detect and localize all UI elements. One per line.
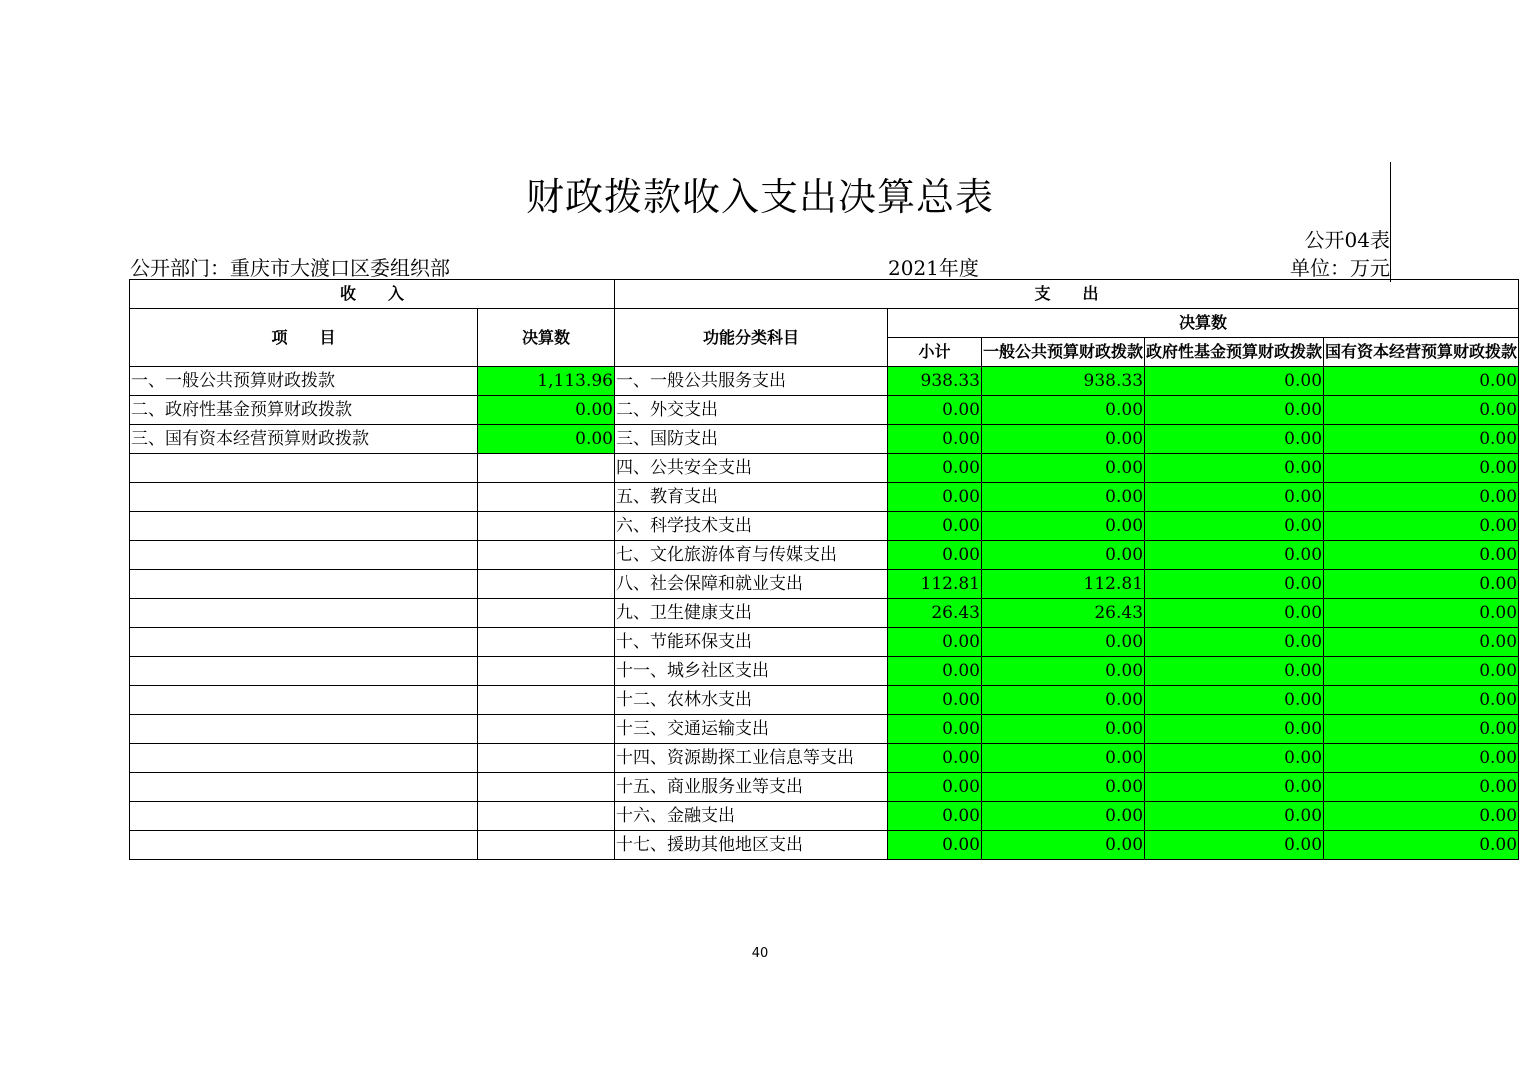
expense-header: 支 出 — [615, 280, 1519, 309]
expense-subtotal: 26.43 — [888, 599, 982, 628]
expense-gov-fund: 0.00 — [1145, 744, 1324, 773]
form-number: 公开04表 — [1304, 228, 1390, 252]
expense-general-budget: 0.00 — [982, 802, 1145, 831]
expense-gov-fund: 0.00 — [1145, 512, 1324, 541]
expense-subtotal: 0.00 — [888, 541, 982, 570]
expense-gov-fund: 0.00 — [1145, 425, 1324, 454]
income-item-label — [130, 657, 478, 686]
expense-subtotal: 0.00 — [888, 425, 982, 454]
income-header: 收 入 — [130, 280, 615, 309]
expense-state-capital: 0.00 — [1324, 657, 1519, 686]
expense-state-capital: 0.00 — [1324, 744, 1519, 773]
expense-subtotal: 0.00 — [888, 657, 982, 686]
table-row — [130, 599, 1519, 628]
table-row — [130, 396, 1519, 425]
income-item-label — [130, 454, 478, 483]
expense-general-budget: 26.43 — [982, 599, 1145, 628]
expense-amount-header: 决算数 — [888, 309, 1519, 338]
expense-subject-label: 九、卫生健康支出 — [615, 599, 888, 628]
expense-gov-fund: 0.00 — [1145, 599, 1324, 628]
general-budget-header: 一般公共预算财政拨款 — [982, 338, 1145, 367]
table-row — [130, 512, 1519, 541]
gov-fund-header: 政府性基金预算财政拨款 — [1145, 338, 1324, 367]
expense-state-capital: 0.00 — [1324, 628, 1519, 657]
table-row — [130, 628, 1519, 657]
income-amount — [478, 744, 615, 773]
expense-gov-fund: 0.00 — [1145, 396, 1324, 425]
expense-gov-fund: 0.00 — [1145, 831, 1324, 860]
income-item-label — [130, 686, 478, 715]
income-item-label — [130, 744, 478, 773]
table-row — [130, 425, 1519, 454]
table-row — [130, 686, 1519, 715]
expense-gov-fund: 0.00 — [1145, 541, 1324, 570]
expense-general-budget: 112.81 — [982, 570, 1145, 599]
expense-general-budget: 0.00 — [982, 628, 1145, 657]
expense-subtotal: 0.00 — [888, 454, 982, 483]
expense-state-capital: 0.00 — [1324, 773, 1519, 802]
expense-subtotal: 0.00 — [888, 512, 982, 541]
expense-general-budget: 0.00 — [982, 715, 1145, 744]
expense-state-capital: 0.00 — [1324, 454, 1519, 483]
income-amount-header: 决算数 — [478, 309, 615, 367]
income-amount — [478, 773, 615, 802]
expense-general-budget: 0.00 — [982, 657, 1145, 686]
expense-general-budget: 938.33 — [982, 367, 1145, 396]
expense-state-capital: 0.00 — [1324, 802, 1519, 831]
expense-general-budget: 0.00 — [982, 425, 1145, 454]
expense-gov-fund: 0.00 — [1145, 657, 1324, 686]
expense-gov-fund: 0.00 — [1145, 715, 1324, 744]
expense-subject-label: 十三、交通运输支出 — [615, 715, 888, 744]
income-amount: 0.00 — [478, 425, 615, 454]
income-item-label — [130, 628, 478, 657]
income-item-label: 二、政府性基金预算财政拨款 — [130, 396, 478, 425]
expense-subtotal: 0.00 — [888, 396, 982, 425]
table-row — [130, 744, 1519, 773]
expense-subtotal: 0.00 — [888, 715, 982, 744]
income-item-label — [130, 773, 478, 802]
expense-general-budget: 0.00 — [982, 541, 1145, 570]
expense-state-capital: 0.00 — [1324, 396, 1519, 425]
income-item-label — [130, 831, 478, 860]
expense-subtotal: 0.00 — [888, 773, 982, 802]
expense-gov-fund: 0.00 — [1145, 367, 1324, 396]
income-amount: 1,113.96 — [478, 367, 615, 396]
table-row — [130, 541, 1519, 570]
expense-state-capital: 0.00 — [1324, 831, 1519, 860]
income-amount — [478, 454, 615, 483]
expense-subtotal: 0.00 — [888, 831, 982, 860]
expense-subtotal: 0.00 — [888, 744, 982, 773]
income-item-label — [130, 541, 478, 570]
item-header: 项 目 — [130, 309, 478, 367]
income-amount — [478, 628, 615, 657]
income-amount — [478, 715, 615, 744]
state-capital-header: 国有资本经营预算财政拨款 — [1324, 338, 1519, 367]
expense-general-budget: 0.00 — [982, 512, 1145, 541]
income-amount — [478, 599, 615, 628]
income-amount — [478, 570, 615, 599]
expense-subject-label: 十四、资源勘探工业信息等支出 — [615, 744, 888, 773]
table-row — [130, 454, 1519, 483]
table-row — [130, 773, 1519, 802]
department-label: 公开部门：重庆市大渡口区委组织部 — [130, 256, 450, 280]
income-item-label — [130, 512, 478, 541]
expense-subject-label: 一、一般公共服务支出 — [615, 367, 888, 396]
meta-row — [130, 252, 1390, 278]
income-amount — [478, 512, 615, 541]
expense-state-capital: 0.00 — [1324, 541, 1519, 570]
expense-subject-label: 十六、金融支出 — [615, 802, 888, 831]
budget-table — [129, 279, 1519, 860]
income-amount — [478, 831, 615, 860]
expense-subject-label: 八、社会保障和就业支出 — [615, 570, 888, 599]
expense-subject-label: 十五、商业服务业等支出 — [615, 773, 888, 802]
expense-general-budget: 0.00 — [982, 831, 1145, 860]
income-item-label — [130, 570, 478, 599]
header-row-1 — [130, 280, 1519, 309]
unit-label: 单位：万元 — [1290, 256, 1390, 280]
expense-gov-fund: 0.00 — [1145, 802, 1324, 831]
fiscal-year: 2021年度 — [888, 256, 979, 280]
expense-gov-fund: 0.00 — [1145, 483, 1324, 512]
expense-gov-fund: 0.00 — [1145, 570, 1324, 599]
income-item-label — [130, 802, 478, 831]
expense-gov-fund: 0.00 — [1145, 773, 1324, 802]
expense-subtotal: 112.81 — [888, 570, 982, 599]
expense-subject-label: 十二、农林水支出 — [615, 686, 888, 715]
table-row — [130, 831, 1519, 860]
expense-state-capital: 0.00 — [1324, 483, 1519, 512]
expense-subject-label: 五、教育支出 — [615, 483, 888, 512]
expense-general-budget: 0.00 — [982, 744, 1145, 773]
income-item-label — [130, 483, 478, 512]
expense-subtotal: 0.00 — [888, 483, 982, 512]
table-row — [130, 483, 1519, 512]
table-row — [130, 570, 1519, 599]
expense-state-capital: 0.00 — [1324, 686, 1519, 715]
expense-subject-label: 四、公共安全支出 — [615, 454, 888, 483]
expense-subject-label: 二、外交支出 — [615, 396, 888, 425]
income-item-label — [130, 715, 478, 744]
expense-gov-fund: 0.00 — [1145, 686, 1324, 715]
income-item-label: 三、国有资本经营预算财政拨款 — [130, 425, 478, 454]
income-item-label — [130, 599, 478, 628]
expense-gov-fund: 0.00 — [1145, 628, 1324, 657]
page-number: 40 — [751, 946, 769, 961]
income-amount: 0.00 — [478, 396, 615, 425]
expense-subject-label: 十七、援助其他地区支出 — [615, 831, 888, 860]
expense-general-budget: 0.00 — [982, 686, 1145, 715]
func-subject-header: 功能分类科目 — [615, 309, 888, 367]
expense-state-capital: 0.00 — [1324, 570, 1519, 599]
right-margin-rule — [1390, 162, 1391, 282]
expense-state-capital: 0.00 — [1324, 512, 1519, 541]
expense-subject-label: 十、节能环保支出 — [615, 628, 888, 657]
income-amount — [478, 802, 615, 831]
expense-subject-label: 七、文化旅游体育与传媒支出 — [615, 541, 888, 570]
expense-state-capital: 0.00 — [1324, 425, 1519, 454]
expense-state-capital: 0.00 — [1324, 599, 1519, 628]
income-amount — [478, 483, 615, 512]
table-row — [130, 657, 1519, 686]
subtotal-header: 小计 — [888, 338, 982, 367]
table-row — [130, 802, 1519, 831]
expense-general-budget: 0.00 — [982, 773, 1145, 802]
expense-general-budget: 0.00 — [982, 483, 1145, 512]
table-row — [130, 367, 1519, 396]
income-item-label: 一、一般公共预算财政拨款 — [130, 367, 478, 396]
table-row — [130, 715, 1519, 744]
page-title: 财政拨款收入支出决算总表 — [525, 175, 994, 219]
expense-state-capital: 0.00 — [1324, 367, 1519, 396]
income-amount — [478, 686, 615, 715]
expense-subject-label: 十一、城乡社区支出 — [615, 657, 888, 686]
income-amount — [478, 657, 615, 686]
expense-subtotal: 0.00 — [888, 628, 982, 657]
expense-subject-label: 六、科学技术支出 — [615, 512, 888, 541]
expense-state-capital: 0.00 — [1324, 715, 1519, 744]
header-row-2 — [130, 309, 1519, 338]
income-amount — [478, 541, 615, 570]
expense-subject-label: 三、国防支出 — [615, 425, 888, 454]
expense-general-budget: 0.00 — [982, 396, 1145, 425]
expense-subtotal: 938.33 — [888, 367, 982, 396]
expense-subtotal: 0.00 — [888, 802, 982, 831]
expense-general-budget: 0.00 — [982, 454, 1145, 483]
expense-gov-fund: 0.00 — [1145, 454, 1324, 483]
expense-subtotal: 0.00 — [888, 686, 982, 715]
